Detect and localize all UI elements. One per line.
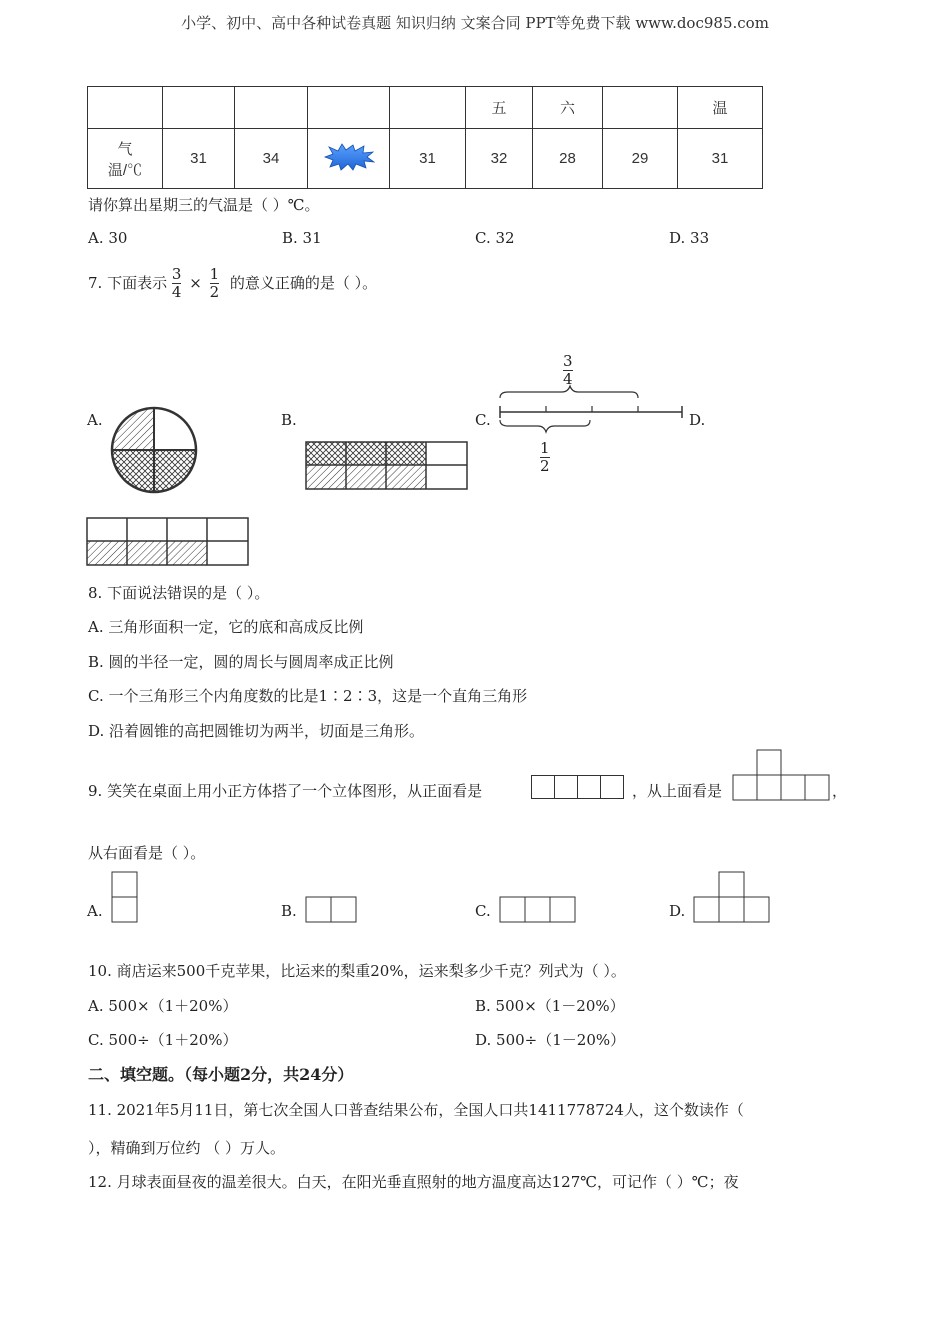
table-header-cell bbox=[163, 87, 235, 129]
q6-option-a[interactable]: A. 30 bbox=[88, 229, 128, 247]
q7-label-a[interactable]: A. bbox=[87, 411, 103, 429]
frac-numerator: 1 bbox=[540, 439, 550, 457]
q6-question: 请你算出星期三的气温是（ ）℃。 bbox=[88, 196, 320, 214]
q7-suffix: 的意义正确的是（ ）。 bbox=[229, 274, 378, 292]
q9-front-view bbox=[531, 775, 624, 799]
q8-option-c[interactable]: C. 一个三角形三个内角度数的比是1∶2∶3，这是一个直角三角形 bbox=[88, 687, 528, 705]
section-title: 二、填空题。（每小题2分，共24分） bbox=[88, 1065, 354, 1084]
page-header: 小学、初中、高中各种试卷真题 知识归纳 文案合同 PPT等免费下载 www.doc985.com bbox=[181, 14, 769, 32]
table-cell: 28 bbox=[533, 129, 603, 189]
q9-label-d[interactable]: D. bbox=[669, 902, 686, 920]
q9-label-a[interactable]: A. bbox=[87, 902, 103, 920]
q9-option-d-shape[interactable] bbox=[693, 871, 771, 924]
table-header-cell bbox=[603, 87, 678, 129]
table-header-cell bbox=[308, 87, 390, 129]
q10-option-c[interactable]: C. 500÷（1＋20%） bbox=[88, 1031, 238, 1049]
times-sign: × bbox=[189, 274, 202, 292]
q10-option-b[interactable]: B. 500×（1－20%） bbox=[475, 997, 625, 1015]
q9-text-part3: ， bbox=[832, 782, 848, 800]
table-cell: 34 bbox=[235, 129, 308, 189]
q7-label-c[interactable]: C. bbox=[475, 411, 491, 429]
row-label-cell bbox=[88, 129, 163, 189]
q7-fraction-2 bbox=[210, 266, 220, 301]
q9-option-c-shape[interactable] bbox=[499, 896, 577, 924]
table-header-cell bbox=[88, 87, 163, 129]
q7-label-b[interactable]: B. bbox=[281, 411, 297, 429]
q11-line1: 11. 2021年5月11日，第七次全国人口普查结果公布，全国人口共1411778724人，这个数读作（ bbox=[88, 1101, 744, 1119]
table-cell-hidden bbox=[308, 129, 390, 189]
q10-option-d[interactable]: D. 500÷（1－20%） bbox=[475, 1031, 626, 1049]
q9-option-b-shape[interactable] bbox=[305, 896, 359, 924]
table-header-cell bbox=[390, 87, 466, 129]
q7-option-d-grid[interactable] bbox=[86, 517, 250, 567]
row-label-line1: 气 bbox=[117, 140, 133, 158]
table-cell: 32 bbox=[466, 129, 533, 189]
q10-option-a[interactable]: A. 500×（1＋20%） bbox=[88, 997, 238, 1015]
row-label-line2: 温/℃ bbox=[107, 161, 143, 179]
q9-option-a-shape[interactable] bbox=[111, 871, 139, 923]
frac-numerator: 1 bbox=[209, 265, 220, 283]
frac-denominator: 2 bbox=[209, 283, 220, 301]
q9-text-part1: 9. 笑笑在桌面上用小正方体搭了一个立体图形，从正面看是 bbox=[88, 782, 483, 800]
q8-option-d[interactable]: D. 沿着圆锥的高把圆锥切为两半，切面是三角形。 bbox=[88, 722, 425, 740]
q7-fraction-1 bbox=[172, 266, 182, 301]
q7-label-d[interactable]: D. bbox=[689, 411, 706, 429]
q7-c-bottom-fraction bbox=[540, 440, 550, 475]
frac-numerator: 3 bbox=[563, 352, 573, 370]
q7-question bbox=[88, 266, 377, 301]
q9-line2: 从右面看是（ ）。 bbox=[88, 844, 206, 862]
q9-label-c[interactable]: C. bbox=[475, 902, 491, 920]
frac-denominator: 4 bbox=[563, 370, 573, 388]
q9-text-part2: ，从上面看是 bbox=[632, 782, 723, 800]
square bbox=[554, 775, 578, 799]
frac-numerator: 3 bbox=[171, 265, 182, 283]
q7-option-a-circle[interactable] bbox=[109, 405, 199, 495]
q9-label-b[interactable]: B. bbox=[281, 902, 297, 920]
frac-denominator: 2 bbox=[540, 457, 550, 475]
table-header-cell bbox=[235, 87, 308, 129]
table-header-cell: 温 bbox=[678, 87, 763, 129]
q8-option-a[interactable]: A. 三角形面积一定，它的底和高成反比例 bbox=[88, 618, 364, 636]
table-cell: 31 bbox=[390, 129, 466, 189]
q6-option-c[interactable]: C. 32 bbox=[475, 229, 515, 247]
frac-denominator: 4 bbox=[171, 283, 182, 301]
table-cell: 31 bbox=[678, 129, 763, 189]
q11-line2: ），精确到万位约 （ ）万人。 bbox=[88, 1139, 286, 1157]
square bbox=[600, 775, 624, 799]
q8-option-b[interactable]: B. 圆的半径一定，圆的周长与圆周率成正比例 bbox=[88, 653, 394, 671]
table-header-cell: 六 bbox=[533, 87, 603, 129]
q7-prefix: 7. 下面表示 bbox=[88, 274, 168, 292]
table-header-cell: 五 bbox=[466, 87, 533, 129]
q6-option-d[interactable]: D. 33 bbox=[669, 229, 710, 247]
q7-option-b-grid[interactable] bbox=[305, 441, 469, 491]
q6-option-b[interactable]: B. 31 bbox=[282, 229, 322, 247]
square bbox=[577, 775, 601, 799]
q9-top-view bbox=[732, 749, 832, 801]
table-cell: 31 bbox=[163, 129, 235, 189]
q8-question: 8. 下面说法错误的是（ ）。 bbox=[88, 584, 270, 602]
q7-option-c-segment[interactable] bbox=[494, 350, 686, 480]
square bbox=[531, 775, 555, 799]
q12-line1: 12. 月球表面昼夜的温差很大。白天，在阳光垂直照射的地方温度高达127℃，可记作（ ）℃；夜 bbox=[88, 1173, 739, 1191]
temperature-table bbox=[87, 86, 763, 189]
q7-c-top-fraction bbox=[563, 353, 573, 388]
starburst-icon bbox=[323, 143, 375, 171]
q10-question: 10. 商店运来500千克苹果，比运来的梨重20%，运来梨多少千克？列式为（ ）。 bbox=[88, 962, 626, 980]
table-cell: 29 bbox=[603, 129, 678, 189]
